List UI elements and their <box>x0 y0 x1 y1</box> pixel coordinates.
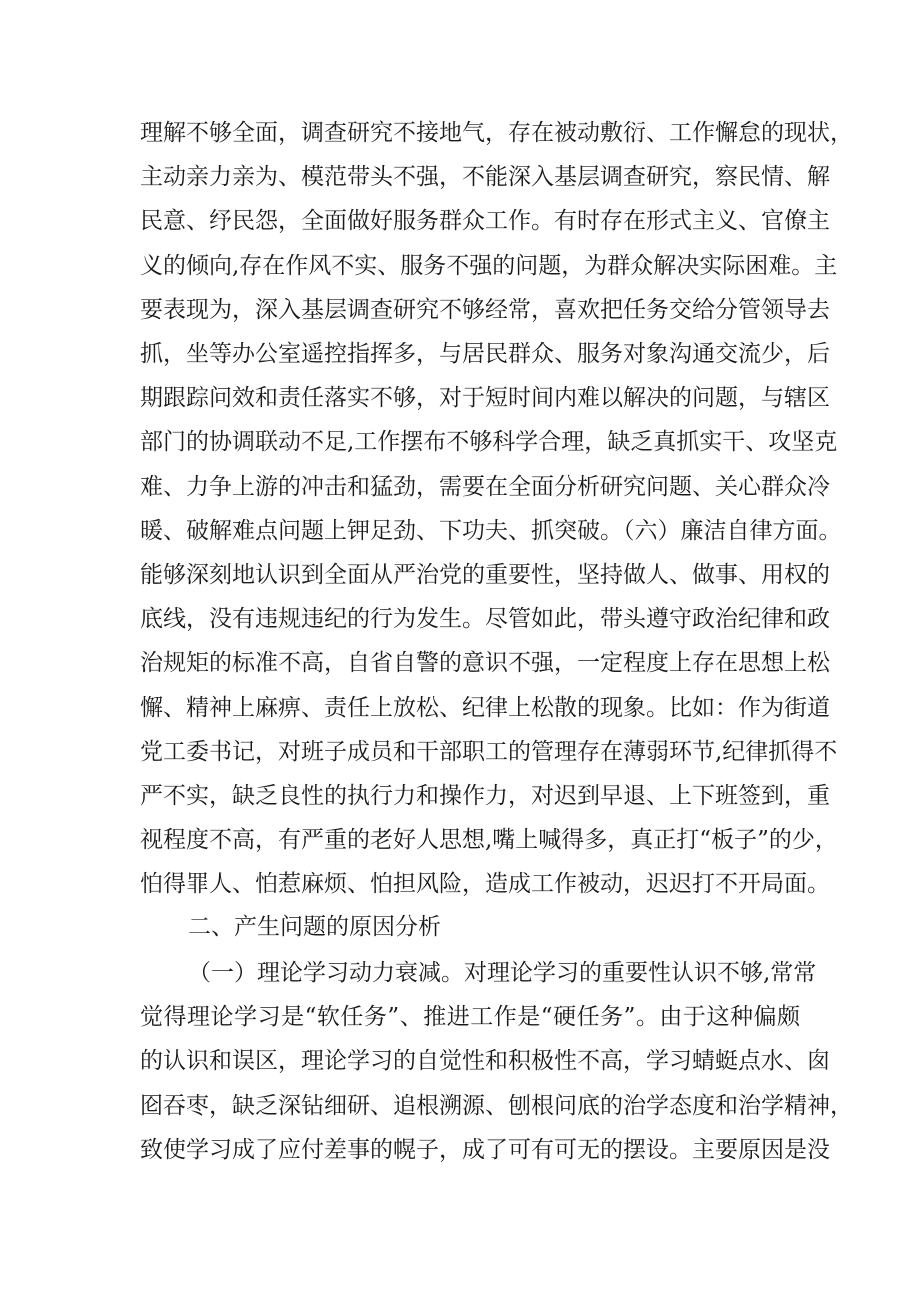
text-line: 视程度不高，有严重的老好人思想,嘴上喊得多，真正打“板子”的少， <box>140 827 838 854</box>
text-line: 懈、精神上麻痹、责任上放松、纪律上松散的现象。比如：作为街道 <box>140 694 830 721</box>
text-line: 囵吞枣，缺乏深钻细研、追根溯源、刨根问底的治学态度和治学精神， <box>140 1092 853 1119</box>
text-line: 主动亲力亲为、模范带头不强，不能深入基层调查研究，察民情、解 <box>140 164 830 191</box>
text-line: 部门的协调联动不足,工作摆布不够科学合理，缺乏真抓实干、攻坚克 <box>140 429 838 456</box>
text-line: 理解不够全面，调查研究不接地气，存在被动敷衍、工作懈怠的现状， <box>140 120 853 146</box>
text-line: 严不实，缺乏良性的执行力和操作力，对迟到早退、上下班签到，重 <box>140 783 830 809</box>
text-line: 致使学习成了应付差事的幌子，成了可有可无的摆设。主要原因是没 <box>140 1136 830 1163</box>
text-line: 民意、纾民怨，全面做好服务群众工作。有时存在形式主义、官僚主 <box>140 208 830 235</box>
text-line: 能够深刻地认识到全面从严治党的重要性，坚持做人、做事、用权的 <box>140 562 830 588</box>
text-line: 党工委书记，对班子成员和干部职工的管理存在薄弱环节,纪律抓得不 <box>140 738 838 765</box>
text-line: 的认识和误区，理论学习的自觉性和积极性不高，学习蜻蜓点水、囱 <box>140 1048 830 1075</box>
text-line: 抓，坐等办公室遥控指挥多，与居民群众、服务对象沟通交流少，后 <box>140 341 830 367</box>
text-line: 觉得理论学习是“软任务”、推进工作是“硬任务”。由于这种偏颇 <box>140 1004 800 1031</box>
text-line: 底线，没有违规违纪的行为发生。尽管如此，带头遵守政治纪律和政 <box>140 606 830 633</box>
text-line: （一）理论学习动力衰减。对理论学习的重要性认识不够,常常 <box>188 960 817 986</box>
text-line: 期跟踪问效和责任落实不够，对于短时间内难以解决的问题，与辖区 <box>140 385 830 412</box>
section-heading: 二、产生问题的原因分析 <box>188 914 441 940</box>
text-line: 治规矩的标准不高，自省自警的意识不强，一定程度上存在思想上松 <box>140 650 830 677</box>
text-line: 难、力争上游的冲击和猛劲，需要在全面分析研究问题、关心群众冷 <box>140 473 830 500</box>
text-line: 要表现为，深入基层调查研究不够经常，喜欢把任务交给分管领导去 <box>140 296 830 323</box>
text-line: 怕得罪人、怕惹麻烦、怕担风险，造成工作被动，迟迟打不开局面。 <box>140 871 830 898</box>
text-line: 暖、破解难点问题上钾足劲、下功夫、抓突破。（六）廉洁自律方面。 <box>140 517 842 544</box>
text-line: 义的倾向,存在作风不实、服务不强的问题，为群众解决实际困难。主 <box>140 252 838 279</box>
